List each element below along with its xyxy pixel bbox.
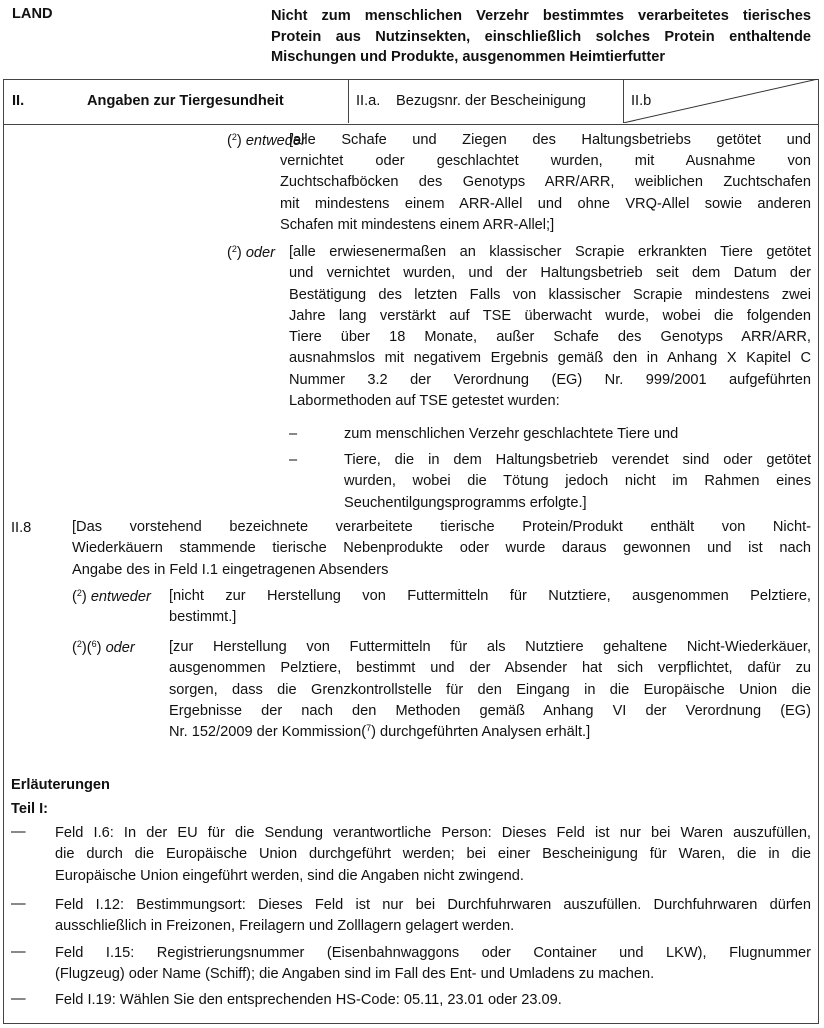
reference-code: II.a. [356, 93, 381, 109]
note-dash: — [11, 944, 26, 960]
note-item: Feld I.6: In der EU für die Sendung verantwortliche Person: Dieses Feld ist nur bei Waren auszufüllen, die durch die Europäische Union durchgeführt werden; bei einer Bescheinigung für Waren, die in die Europäische Union eingeführt werden, sind die Angaben nicht zwingend. [55, 825, 811, 884]
note-dash: — [11, 896, 26, 912]
iib-cell [623, 79, 818, 123]
option-keyword: oder [105, 640, 135, 656]
reference-number-cell [348, 79, 624, 123]
country-label: LAND [12, 6, 53, 22]
option-marker: ($^2$)($^6$) oder [72, 639, 135, 656]
bullet-dash: – [289, 426, 298, 442]
title-line: Mischungen und Produkte, ausgenommen Heimtierfutter [271, 49, 666, 65]
clause-text: [alle Schafe und Ziegen des Haltungsbetriebs getötet und [289, 132, 811, 148]
bullet-text: zum menschlichen Verzehr geschlachtete Tiere und [344, 426, 679, 442]
notes-subheading: Teil I: [11, 801, 49, 817]
reference-label: Bezugsnr. der Bescheinigung [396, 93, 586, 109]
option-keyword: oder [245, 245, 276, 261]
note-dash: — [11, 824, 26, 840]
clause-text: [alle erwiesenermaßen an klassischer Scrapie erkrankten Tiere getötet und vernichtet wurden, und der Haltungsbetrieb seit dem Datum der Bestätigung des letzten Falls von klassischer Scrapie mindestens zwei Jahre lang verstärkt auf TSE überwacht wurde, wobei die folgenden Tiere über 18 Monate, außer Schafe des Genotyps ARR/ARR, ausnahmslos mit negativem Ergebnis gemäß den in Anhang X Kapitel C Nummer 3.2 der Verordnung (EG) Nr. 999/2001 aufgeführten Labormethoden auf TSE getestet wurden: [289, 244, 811, 410]
option-keyword: entweder [245, 133, 306, 149]
section-title: Angaben zur Tiergesundheit [87, 93, 284, 109]
bullet-text: Tiere, die in dem Haltungsbetrieb verendet sind oder getötet wurden, wobei die Tötung jedoch nicht im Rahmen eines Seuchentilgungsprogramms erfolgte.] [344, 452, 811, 511]
notes-heading: Erläuterungen [11, 777, 110, 793]
clause-text: [nicht zur Herstellung von Futtermitteln für Nutztiere, ausgenommen Pelztiere, bestimmt.] [169, 588, 811, 626]
option-marker: ($^2$) oder [227, 244, 276, 261]
note-item: Feld I.12: Bestimmungsort: Dieses Feld ist nur bei Durchfuhrwaren auszufüllen. Durchfuhrwaren dürfen ausschließlich in Freizonen, Freilagern und Zolllagern gelagert werden. [55, 897, 811, 935]
section-header-row [3, 79, 819, 125]
clause-text: vernichtet oder geschlachtet wurden, mit Ausnahme von Zuchtschafböcken des Genotyps ARR/ARR, weiblichen Zuchtschafen mit mindestens einem ARR-Allel und ohne VRQ-Allel sowie anderen Schafen mit mindestens einem ARR-Allel;] [280, 153, 811, 233]
clause-last-line: Nr. 152/2009 der Kommission($^7$) durchgeführten Analysen erhält.] [169, 723, 591, 741]
section-number: II. [12, 93, 25, 109]
note-item: Feld I.19: Wählen Sie den entsprechenden HS-Code: 05.11, 23.01 oder 23.09. [55, 992, 562, 1008]
note-item: Feld I.15: Registrierungsnummer (Eisenbahnwaggons oder Container und LKW), Flugnummer (Flugzeug) oder Name (Schiff); die Angaben sind im Fall des Ent- und Umladens zu machen. [55, 945, 811, 983]
bullet-dash: – [289, 452, 298, 468]
option-marker: ($^2$) entweder [227, 132, 306, 149]
section-title-cell [3, 79, 349, 123]
iib-code: II.b [631, 93, 652, 109]
clause-text: [zur Herstellung von Futtermitteln für als Nutztiere gehaltene Nicht-Wiederkäuer, ausgenommen Pelztiere, bestimmt und der Absender hat sich verpflichtet, dafür zu sorgen, dass die Grenzkontrollstelle für den Eingang in die Europäische Union die Ergebnisse der nach den Methoden gemäß Anhang VI der Verordnung (EG) Nr. 152/2009 der Kommission($^7$) durchgeführten Analysen erhält.] [169, 637, 811, 743]
clause-number: II.8 [11, 520, 32, 536]
option-marker: ($^2$) entweder [72, 588, 151, 605]
clause-text: [Das vorstehend bezeichnete verarbeitete tierische Protein/Produkt enthält von Nicht- Wiederkäuern stammende tierische Nebenprodukte oder wurde daraus gewonnen und ist nach Angabe des in Feld I.1 eingetragenen Absenders [72, 519, 811, 578]
option-keyword: entweder [90, 589, 151, 605]
title-line: Nicht zum menschlichen Verzehr bestimmtes verarbeitetes tierisches [271, 8, 811, 24]
certificate-title [271, 6, 811, 68]
strikeout-diagonal-icon [623, 79, 818, 123]
note-dash: — [11, 991, 26, 1007]
title-line: Protein aus Nutzinsekten, einschließlich solches Protein enthaltende [271, 28, 811, 45]
